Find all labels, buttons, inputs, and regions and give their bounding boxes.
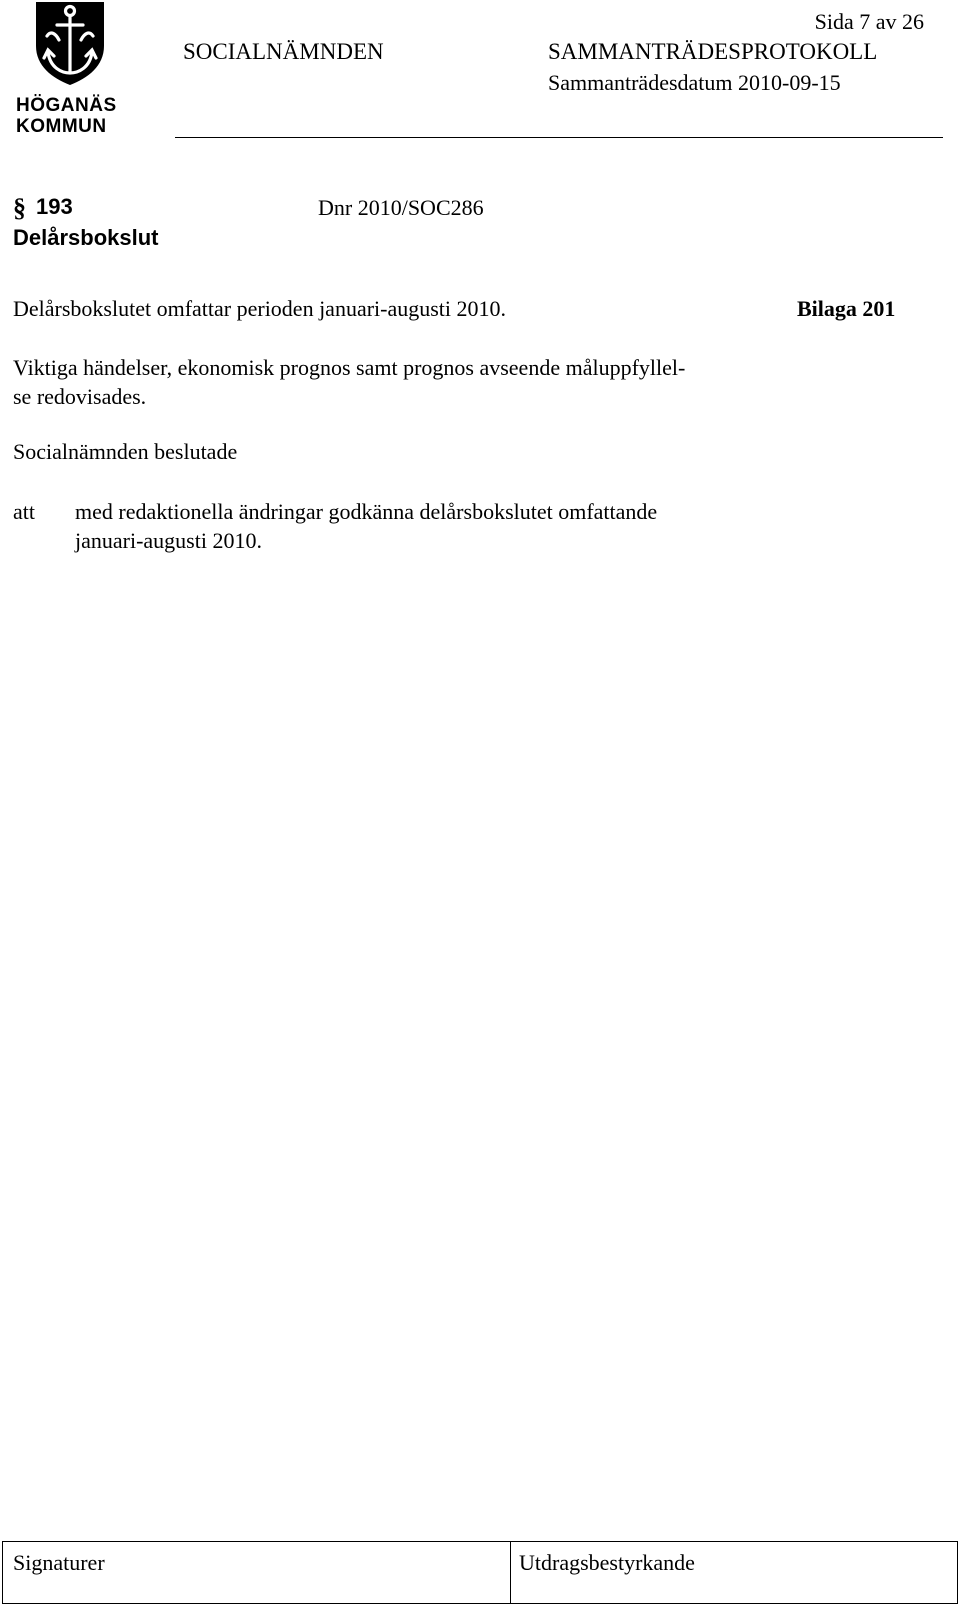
document-type: SAMMANTRÄDESPROTOKOLL [548, 39, 878, 64]
case-number: Dnr 2010/SOC286 [318, 195, 484, 220]
page-indicator: Sida 7 av 26 [814, 9, 924, 34]
signatures-cell [3, 1542, 511, 1603]
certification-label: Utdragsbestyrkande [519, 1550, 695, 1575]
logo-text-hoganas: HÖGANÄS [16, 95, 117, 116]
attachment-reference: Bilaga 201 [797, 296, 896, 321]
decision-att: att [13, 499, 35, 524]
section-number: 193 [36, 194, 73, 219]
certification-cell [511, 1542, 957, 1603]
logo-text-kommun: KOMMUN [16, 116, 107, 137]
committee-name: SOCIALNÄMNDEN [183, 39, 384, 64]
paragraph-period: Delårsbokslutet omfattar perioden januari-augusti 2010. [13, 296, 507, 321]
section-title: Delårsbokslut [13, 225, 159, 250]
signature-table [2, 1541, 958, 1604]
paragraph-events-line2: se redovisades. [13, 384, 147, 409]
signatures-label: Signaturer [13, 1550, 105, 1575]
decision-text-line1: med redaktionella ändringar godkänna delårsbokslutet omfattande [75, 499, 658, 524]
decision-heading: Socialnämnden beslutade [13, 439, 238, 464]
paragraph-events-line1: Viktiga händelser, ekonomisk prognos samt prognos avseende måluppfyllel- [13, 355, 686, 380]
meeting-date: Sammanträdesdatum 2010-09-15 [548, 70, 841, 95]
header-divider [175, 137, 943, 138]
section-symbol: § [13, 193, 26, 222]
anchor-coat-of-arms-icon [32, 0, 108, 86]
municipality-logo [12, 0, 124, 140]
decision-text-line2: januari-augusti 2010. [75, 528, 262, 553]
